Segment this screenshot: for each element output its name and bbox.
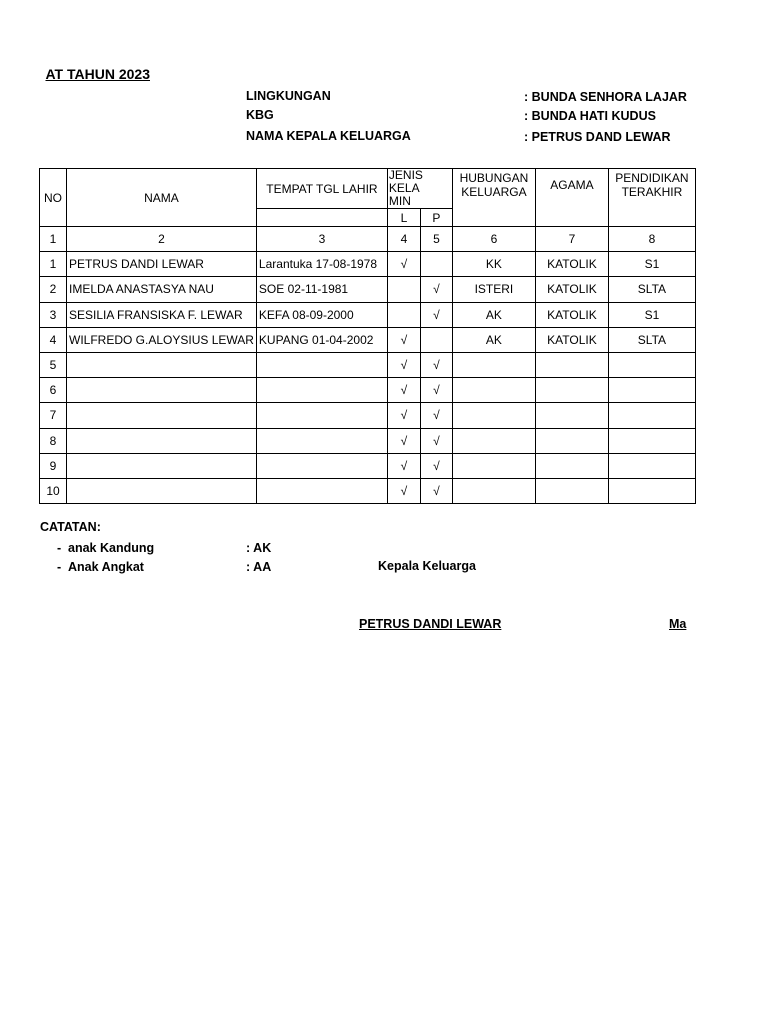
- cell-agama: [535, 403, 608, 428]
- cell-agama: [535, 453, 608, 478]
- note-bullet: -: [57, 560, 62, 574]
- table-header-row: [40, 169, 696, 209]
- family-table: [39, 168, 696, 504]
- header-jenis-kelamin: JENIS KELA MIN: [387, 169, 452, 209]
- cell-l: √: [387, 403, 420, 428]
- cell-hub: AK: [452, 327, 535, 352]
- column-number: 8: [608, 227, 695, 252]
- cell-nama: PETRUS DANDI LEWAR: [67, 252, 257, 277]
- note-value-ak: : AK: [246, 541, 272, 555]
- cell-p: √: [420, 478, 452, 503]
- cell-no: 3: [40, 302, 67, 327]
- cell-hub: [452, 428, 535, 453]
- note-label-anak-angkat: Anak Angkat: [68, 560, 144, 574]
- header-ttl-blank: [256, 209, 387, 227]
- column-number: 7: [535, 227, 608, 252]
- cell-ttl: [256, 428, 387, 453]
- cell-pend: [608, 403, 695, 428]
- cell-hub: [452, 453, 535, 478]
- cell-p: [420, 252, 452, 277]
- header-pendidikan: PENDIDIKAN TERAKHIR: [608, 169, 695, 227]
- note-value-aa: : AA: [246, 560, 272, 574]
- cell-hub: [452, 403, 535, 428]
- cell-ttl: [256, 403, 387, 428]
- header-ttl: TEMPAT TGL LAHIR: [256, 169, 387, 209]
- cell-p: [420, 327, 452, 352]
- header-agama: AGAMA: [535, 169, 608, 227]
- cell-pend: [608, 378, 695, 403]
- cell-no: 10: [40, 478, 67, 503]
- cell-ttl: SOE 02-11-1981: [256, 277, 387, 302]
- notes-heading: CATATAN:: [40, 520, 101, 534]
- cell-hub: KK: [452, 252, 535, 277]
- cut-off-text: Ma: [669, 617, 687, 631]
- table-row: [40, 327, 696, 352]
- cell-hub: [452, 378, 535, 403]
- cell-agama: [535, 478, 608, 503]
- column-number: 3: [256, 227, 387, 252]
- cell-nama: [67, 403, 257, 428]
- cell-p: √: [420, 352, 452, 377]
- header-hubungan: HUBUNGAN KELUARGA: [452, 169, 535, 227]
- info-label-kepala-keluarga: NAMA KEPALA KELUARGA: [246, 129, 411, 143]
- table-row: [40, 378, 696, 403]
- info-value-lingkungan: : BUNDA SENHORA LAJAR: [524, 90, 687, 104]
- cell-no: 4: [40, 327, 67, 352]
- table-row: [40, 478, 696, 503]
- cell-agama: [535, 428, 608, 453]
- cell-l: √: [387, 428, 420, 453]
- header-no: NO: [40, 169, 67, 227]
- cell-no: 7: [40, 403, 67, 428]
- cell-pend: [608, 478, 695, 503]
- table-row: [40, 252, 696, 277]
- cell-pend: S1: [608, 252, 695, 277]
- info-label-lingkungan: LINGKUNGAN: [246, 89, 331, 103]
- cell-nama: WILFREDO G.ALOYSIUS LEWAR: [67, 327, 257, 352]
- column-number: 5: [420, 227, 452, 252]
- cell-nama: IMELDA ANASTASYA NAU: [67, 277, 257, 302]
- table-row: [40, 352, 696, 377]
- cell-agama: KATOLIK: [535, 277, 608, 302]
- signature-role: Kepala Keluarga: [378, 559, 476, 573]
- cell-p: √: [420, 378, 452, 403]
- cell-p: √: [420, 428, 452, 453]
- column-number-row: [40, 227, 696, 252]
- table-row: [40, 277, 696, 302]
- column-number: 6: [452, 227, 535, 252]
- cell-l: √: [387, 453, 420, 478]
- table-row: [40, 302, 696, 327]
- cell-agama: KATOLIK: [535, 302, 608, 327]
- cell-ttl: KEFA 08-09-2000: [256, 302, 387, 327]
- header-nama: NAMA: [67, 169, 257, 227]
- cell-no: 2: [40, 277, 67, 302]
- cell-nama: [67, 478, 257, 503]
- cell-hub: AK: [452, 302, 535, 327]
- cell-p: √: [420, 403, 452, 428]
- cell-hub: [452, 478, 535, 503]
- cell-p: √: [420, 453, 452, 478]
- cell-l: √: [387, 352, 420, 377]
- cell-pend: S1: [608, 302, 695, 327]
- table-row: [40, 453, 696, 478]
- table-body: [40, 252, 696, 504]
- cell-hub: ISTERI: [452, 277, 535, 302]
- cell-agama: KATOLIK: [535, 327, 608, 352]
- cell-l: [387, 302, 420, 327]
- cell-ttl: [256, 478, 387, 503]
- header-p: P: [420, 209, 452, 227]
- cell-p: √: [420, 277, 452, 302]
- column-number: 1: [40, 227, 67, 252]
- cell-pend: [608, 352, 695, 377]
- info-label-kbg: KBG: [246, 108, 274, 122]
- cell-nama: SESILIA FRANSISKA F. LEWAR: [67, 302, 257, 327]
- cell-l: √: [387, 378, 420, 403]
- cell-no: 6: [40, 378, 67, 403]
- cell-nama: [67, 453, 257, 478]
- signature-name: PETRUS DANDI LEWAR: [359, 617, 502, 631]
- header-l: L: [387, 209, 420, 227]
- table-row: [40, 403, 696, 428]
- cell-pend: [608, 453, 695, 478]
- cell-no: 5: [40, 352, 67, 377]
- cell-no: 1: [40, 252, 67, 277]
- cell-pend: SLTA: [608, 277, 695, 302]
- cell-no: 8: [40, 428, 67, 453]
- cell-nama: [67, 352, 257, 377]
- column-number: 2: [67, 227, 257, 252]
- note-label-anak-kandung: anak Kandung: [68, 541, 155, 555]
- column-number: 4: [387, 227, 420, 252]
- cell-hub: [452, 352, 535, 377]
- table-row: [40, 428, 696, 453]
- cell-pend: SLTA: [608, 327, 695, 352]
- cell-pend: [608, 428, 695, 453]
- cell-ttl: [256, 378, 387, 403]
- cell-l: √: [387, 478, 420, 503]
- cell-agama: [535, 352, 608, 377]
- cell-ttl: [256, 352, 387, 377]
- cell-agama: [535, 378, 608, 403]
- cell-l: √: [387, 252, 420, 277]
- cell-l: √: [387, 327, 420, 352]
- info-value-kepala-keluarga: : PETRUS DAND LEWAR: [524, 130, 671, 144]
- cell-ttl: [256, 453, 387, 478]
- cell-nama: [67, 428, 257, 453]
- info-value-kbg: : BUNDA HATI KUDUS: [524, 109, 656, 123]
- cell-l: [387, 277, 420, 302]
- note-bullet: -: [57, 541, 62, 555]
- cell-ttl: Larantuka 17-08-1978: [256, 252, 387, 277]
- cell-ttl: KUPANG 01-04-2002: [256, 327, 387, 352]
- cell-p: √: [420, 302, 452, 327]
- cell-no: 9: [40, 453, 67, 478]
- cell-agama: KATOLIK: [535, 252, 608, 277]
- cell-nama: [67, 378, 257, 403]
- document-title: AT TAHUN 2023: [45, 66, 150, 82]
